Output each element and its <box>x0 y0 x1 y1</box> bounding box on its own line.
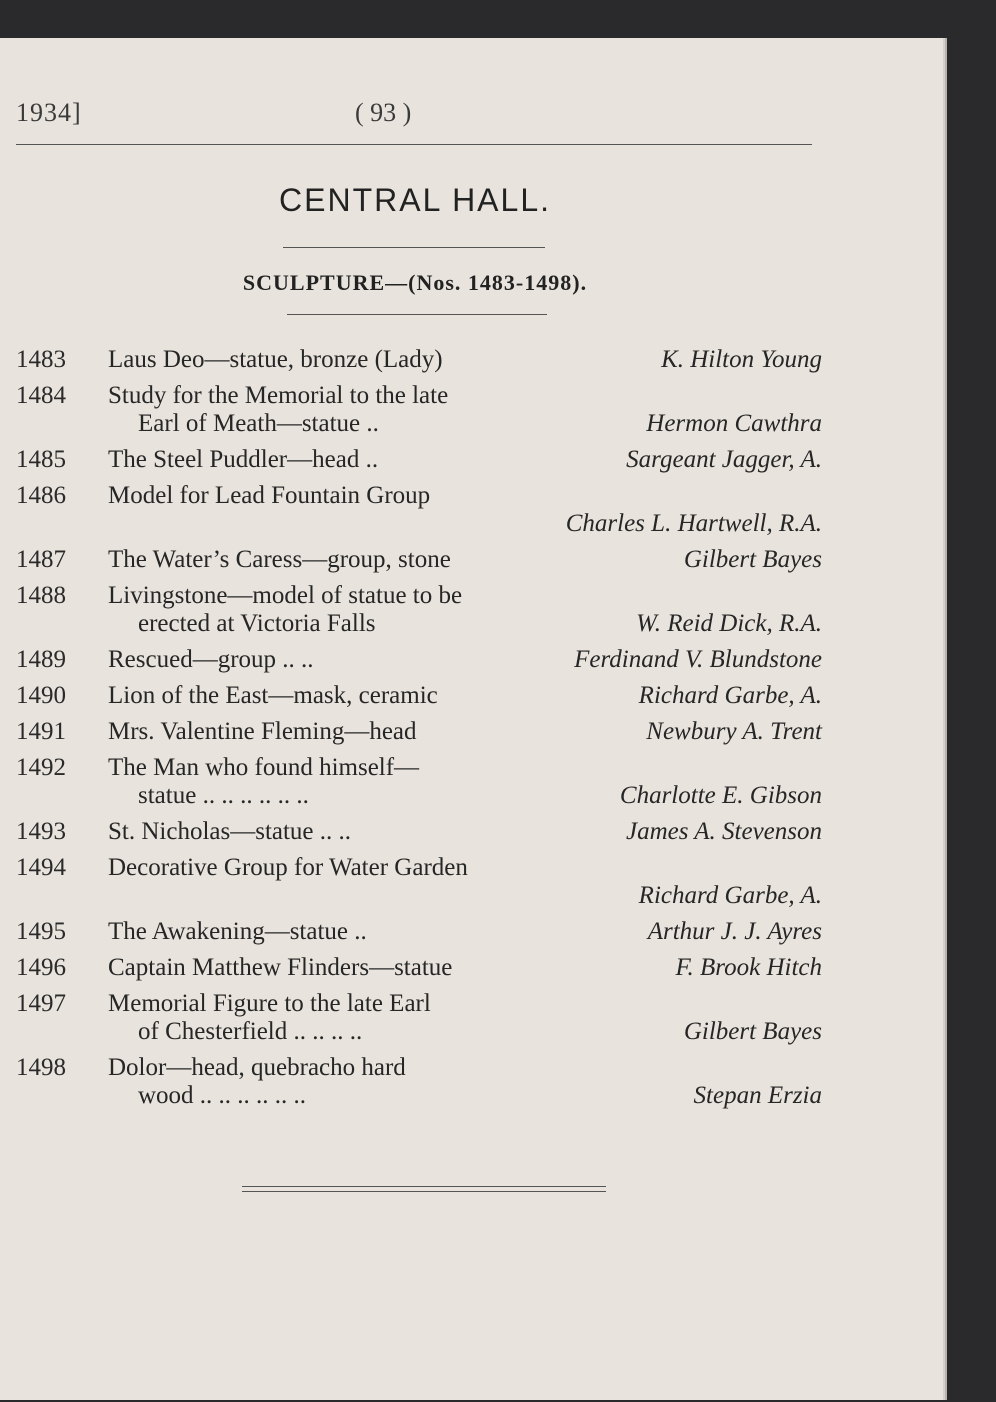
entry-number: 1490 <box>16 682 66 709</box>
entry-title: The Man who found himself— <box>108 754 420 781</box>
entry-artist: Gilbert Bayes <box>683 1018 822 1045</box>
entry-artist: Arthur J. J. Ayres <box>647 918 822 945</box>
entry-1495 <box>16 915 822 951</box>
entry-title: Livingstone—model of statue to be <box>108 582 463 609</box>
entry-number: 1495 <box>16 918 66 945</box>
entry-artist: Richard Garbe, A. <box>638 682 822 709</box>
entry-artist: Ferdinand V. Blundstone <box>574 646 822 673</box>
entry-number: 1497 <box>16 990 66 1017</box>
entries-list <box>16 343 822 1115</box>
entry-1498 <box>16 1051 822 1115</box>
entry-1489 <box>16 643 822 679</box>
entry-title: Study for the Memorial to the late <box>108 382 449 409</box>
entry-title: St. Nicholas—statue .. .. <box>108 818 352 845</box>
entry-1487 <box>16 543 822 579</box>
entry-artist: Charlotte E. Gibson <box>619 782 822 809</box>
entry-title: Memorial Figure to the late Earl <box>108 990 431 1017</box>
entry-title: The Water’s Caress—group, stone <box>108 546 451 573</box>
header-year: 1934] <box>16 98 82 127</box>
entry-1497 <box>16 987 822 1051</box>
entry-title: Decorative Group for Water Garden <box>108 854 468 881</box>
entry-artist: Charles L. Hartwell, R.A. <box>565 510 822 537</box>
entry-1484 <box>16 379 822 443</box>
entry-title-continued: of Chesterfield .. .. .. .. <box>138 1018 363 1045</box>
section-subtitle: SCULPTURE—(Nos. 1483-1498). <box>242 270 588 295</box>
entry-number: 1492 <box>16 754 66 781</box>
entry-title-continued: erected at Victoria Falls <box>138 610 376 637</box>
entry-artist: Newbury A. Trent <box>646 718 822 745</box>
entry-title: Mrs. Valentine Fleming—head <box>108 718 417 745</box>
entry-title: The Awakening—statue .. <box>108 918 367 945</box>
entry-1491 <box>16 715 822 751</box>
entry-1488 <box>16 579 822 643</box>
entry-1490 <box>16 679 822 715</box>
entry-number: 1496 <box>16 954 66 981</box>
entry-number: 1489 <box>16 646 66 673</box>
entry-number: 1486 <box>16 482 66 509</box>
entry-title: Captain Matthew Flinders—statue <box>108 954 453 981</box>
end-double-rule <box>242 1186 606 1192</box>
entry-1486 <box>16 479 822 543</box>
entry-title: Lion of the East—mask, ceramic <box>108 682 438 709</box>
title-rule <box>283 247 545 248</box>
entry-artist: F. Brook Hitch <box>675 954 822 981</box>
entry-number: 1491 <box>16 718 66 745</box>
entry-number: 1484 <box>16 382 66 409</box>
entry-title: Model for Lead Fountain Group <box>108 482 431 509</box>
entry-number: 1485 <box>16 446 66 473</box>
entry-1493 <box>16 815 822 851</box>
page-number: ( 93 ) <box>355 98 412 127</box>
entry-title: Rescued—group .. .. <box>108 646 314 673</box>
entry-title-continued: wood .. .. .. .. .. .. <box>138 1082 307 1109</box>
entry-artist: James A. Stevenson <box>625 818 822 845</box>
entry-artist: K. Hilton Young <box>661 346 822 373</box>
entry-title-continued: statue .. .. .. .. .. .. <box>138 782 309 809</box>
entry-artist: Hermon Cawthra <box>646 410 822 437</box>
entry-1485 <box>16 443 822 479</box>
catalogue-page <box>0 38 943 1400</box>
subtitle-rule <box>287 314 547 315</box>
header-rule <box>16 144 812 145</box>
entry-number: 1498 <box>16 1054 66 1081</box>
entry-number: 1488 <box>16 582 66 609</box>
entry-number: 1493 <box>16 818 66 845</box>
entry-1494 <box>16 851 822 915</box>
entry-artist: Richard Garbe, A. <box>638 882 822 909</box>
section-title: CENTRAL HALL. <box>279 182 551 218</box>
entry-artist: Gilbert Bayes <box>683 546 822 573</box>
entry-1496 <box>16 951 822 987</box>
entry-number: 1494 <box>16 854 66 881</box>
entry-1492 <box>16 751 822 815</box>
entry-title: The Steel Puddler—head .. <box>108 446 379 473</box>
entry-title: Dolor—head, quebracho hard <box>108 1054 406 1081</box>
entry-artist: Sargeant Jagger, A. <box>626 446 822 473</box>
entry-number: 1487 <box>16 546 66 573</box>
entry-number: 1483 <box>16 346 66 373</box>
entry-artist: Stepan Erzia <box>693 1082 822 1109</box>
entry-title: Laus Deo—statue, bronze (Lady) <box>108 346 443 373</box>
entry-artist: W. Reid Dick, R.A. <box>636 610 822 637</box>
entry-title-continued: Earl of Meath—statue .. <box>138 410 379 437</box>
entry-1483 <box>16 343 822 379</box>
